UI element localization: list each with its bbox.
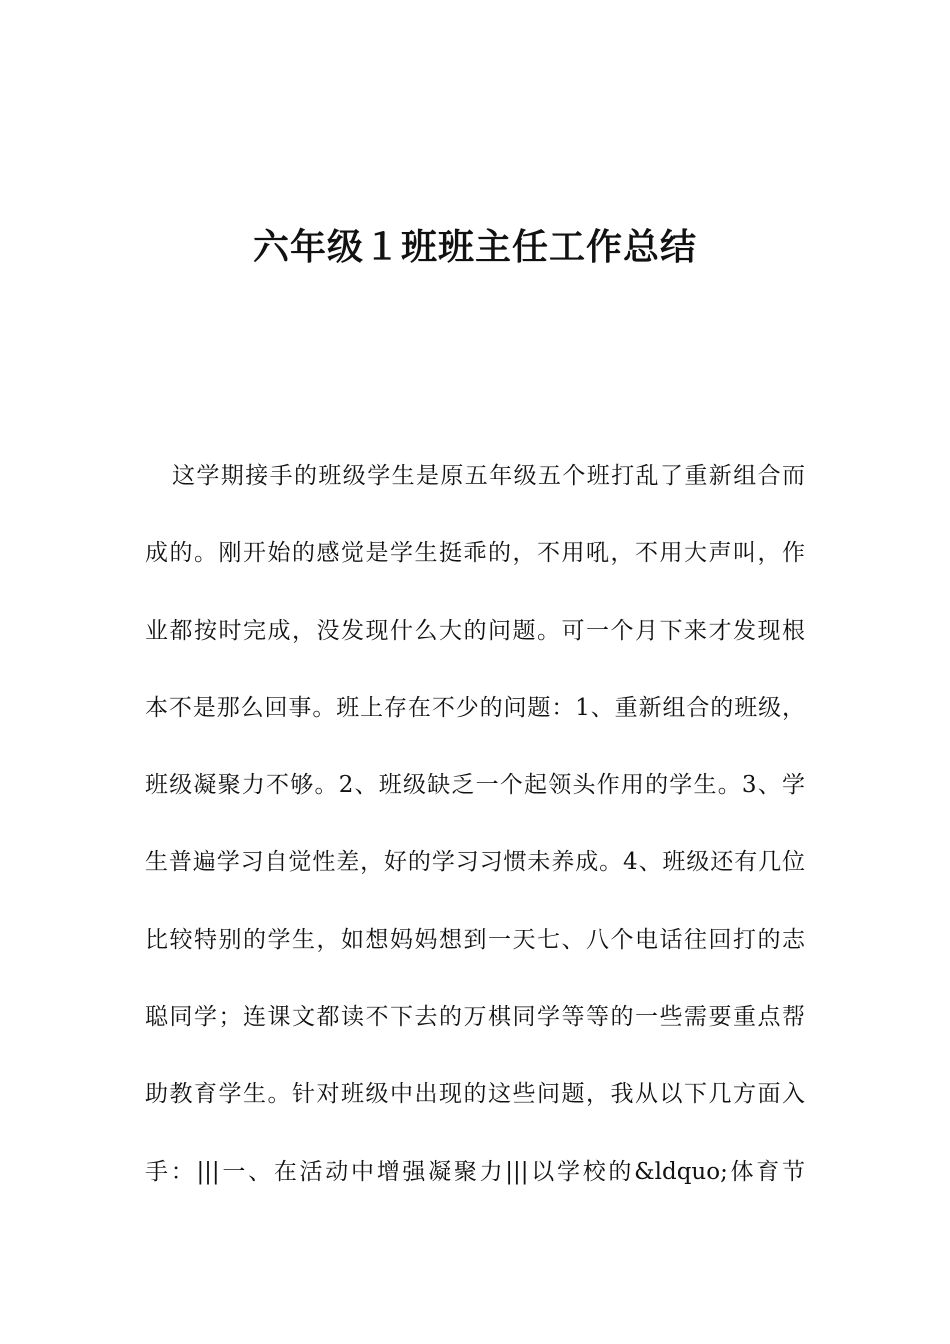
body-line-8: 聪同学；连课文都读不下去的万棋同学等等的一些需要重点帮 [145,1004,805,1031]
body-line-2: 成的。刚开始的感觉是学生挺乖的，不用吼，不用大声叫，作 [145,540,805,567]
body-line-10: 手：|||一、在活动中增强凝聚力|||以学校的&ldquo;体育节 [145,1158,805,1185]
body-line-7: 比较特别的学生，如想妈妈想到一天七、八个电话往回打的志 [145,926,805,953]
body-line-4: 本不是那么回事。班上存在不少的问题：1、重新组合的班级， [145,694,805,721]
document-body [145,452,805,1225]
document-title: 六年级１班班主任工作总结 [252,227,697,268]
body-line-9: 助教育学生。针对班级中出现的这些问题，我从以下几方面入 [145,1081,805,1108]
body-line-6: 生普遍学习自觉性差，好的学习习惯未养成。4、班级还有几位 [145,849,805,876]
body-line-1: 这学期接手的班级学生是原五年级五个班打乱了重新组合而 [172,463,805,489]
body-line-3: 业都按时完成，没发现什么大的问题。可一个月下来才发现根 [145,617,805,644]
body-line-5: 班级凝聚力不够。2、班级缺乏一个起领头作用的学生。3、学 [145,772,805,799]
